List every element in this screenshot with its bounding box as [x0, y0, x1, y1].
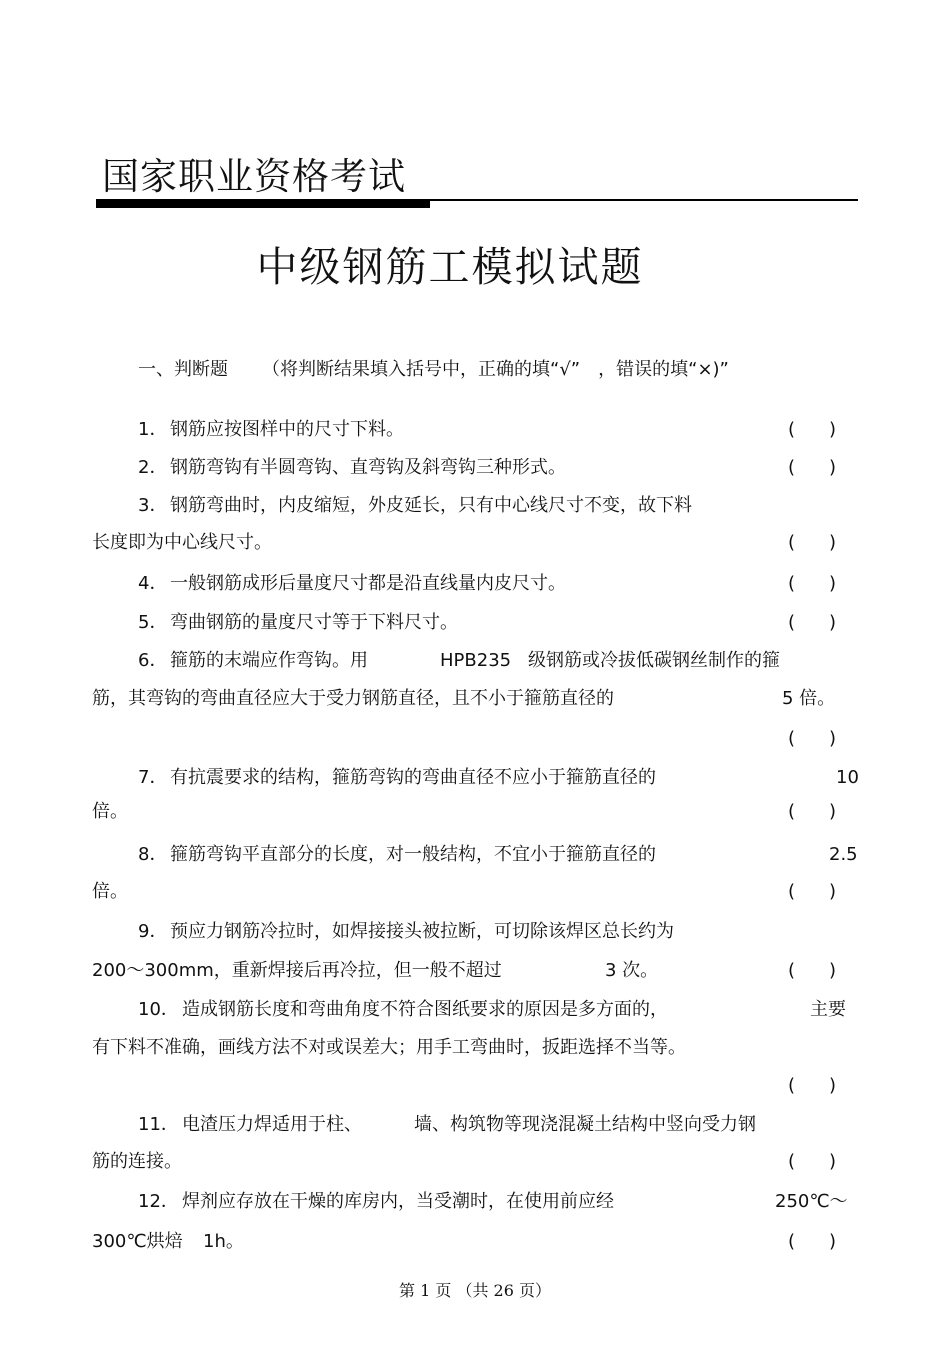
- question-text: 墙、构筑物等现浇混凝土结构中竖向受力钢: [414, 1114, 756, 1135]
- question-number: 7．: [138, 767, 168, 788]
- question-text-cont: 有下料不准确，画线方法不对或误差大；用手工弯曲时，扳距选择不当等。: [92, 1037, 686, 1058]
- section-heading: 一、判断题: [138, 359, 228, 380]
- question-text: 主要: [810, 999, 846, 1020]
- answer-bracket: ( ): [788, 801, 837, 822]
- answer-bracket: ( ): [788, 1231, 837, 1252]
- question-text-cont: 倍。: [92, 801, 128, 822]
- footer-label: 页 （共: [435, 1281, 489, 1300]
- question-text-cont: 筋，其弯钩的弯曲直径应大于受力钢筋直径，且不小于箍筋直径的: [92, 688, 614, 709]
- question-text: 级钢筋或冷拔低碳钢丝制作的箍: [528, 650, 780, 671]
- question-text: 焊剂应存放在干燥的库房内，当受潮时，在使用前应经: [182, 1191, 614, 1212]
- question-number: 2．: [138, 457, 168, 478]
- page-number: 1: [420, 1281, 431, 1300]
- question-text: 一般钢筋成形后量度尺寸都是沿直线量内皮尺寸。: [170, 573, 566, 594]
- page-footer: [0, 1278, 950, 1301]
- question-text-value: 250℃～: [775, 1191, 848, 1212]
- answer-bracket: ( ): [788, 1151, 837, 1172]
- question-text-value: 10: [836, 767, 859, 788]
- answer-bracket: ( ): [788, 881, 837, 902]
- question-number: 3．: [138, 495, 168, 516]
- section-instruction: （将判断结果填入括号中，正确的填“√” ，错误的填“×)”: [262, 359, 729, 380]
- question-number: 6．: [138, 650, 168, 671]
- answer-bracket: ( ): [788, 728, 837, 749]
- answer-bracket: ( ): [788, 960, 837, 981]
- question-text: 钢筋弯钩有半圆弯钩、直弯钩及斜弯钩三种形式。: [170, 457, 566, 478]
- question-text-value: 2.5: [829, 844, 858, 865]
- question-text: 弯曲钢筋的量度尺寸等于下料尺寸。: [170, 612, 458, 633]
- question-number: 4．: [138, 573, 168, 594]
- question-text-value: 1h。: [203, 1231, 244, 1252]
- answer-bracket: ( ): [788, 1075, 837, 1096]
- question-text: 箍筋弯钩平直部分的长度，对一般结构，不宜小于箍筋直径的: [170, 844, 656, 865]
- total-pages: 26: [493, 1281, 514, 1300]
- question-text: 钢筋应按图样中的尺寸下料。: [170, 419, 404, 440]
- footer-label: 第: [398, 1281, 415, 1300]
- question-text: 电渣压力焊适用于柱、: [182, 1114, 362, 1135]
- question-text: 造成钢筋长度和弯曲角度不符合图纸要求的原因是多方面的，: [182, 999, 668, 1020]
- question-number: 11．: [138, 1114, 179, 1135]
- answer-bracket: ( ): [788, 612, 837, 633]
- question-number: 1．: [138, 419, 168, 440]
- question-text-value: 3 次。: [605, 960, 659, 981]
- question-text-cont: 200～300mm，重新焊接后再冷拉，但一般不超过: [92, 960, 502, 981]
- header-rule-thin: [430, 199, 858, 201]
- question-text: 有抗震要求的结构，箍筋弯钩的弯曲直径不应小于箍筋直径的: [170, 767, 656, 788]
- answer-bracket: ( ): [788, 532, 837, 553]
- question-text: 钢筋弯曲时，内皮缩短，外皮延长，只有中心线尺寸不变，故下料: [170, 495, 692, 516]
- question-number: 8．: [138, 844, 168, 865]
- question-text-cont: 长度即为中心线尺寸。: [92, 532, 272, 553]
- answer-bracket: ( ): [788, 573, 837, 594]
- answer-bracket: ( ): [788, 457, 837, 478]
- question-text: 预应力钢筋冷拉时，如焊接接头被拉断，可切除该焊区总长约为: [170, 921, 674, 942]
- question-number: 9．: [138, 921, 168, 942]
- question-number: 5．: [138, 612, 168, 633]
- question-text-term: HPB235: [440, 650, 512, 671]
- exam-header-title: 国家职业资格考试: [102, 155, 406, 198]
- question-number: 12．: [138, 1191, 179, 1212]
- header-rule-thick: [96, 199, 430, 208]
- answer-bracket: ( ): [788, 419, 837, 440]
- question-text-cont: 倍。: [92, 881, 128, 902]
- question-text-cont: 300℃烘焙: [92, 1231, 183, 1252]
- footer-label: 页）: [519, 1281, 552, 1300]
- question-text-value: 5 倍。: [782, 688, 836, 709]
- document-title: 中级钢筋工模拟试题: [256, 243, 644, 291]
- question-text-cont: 筋的连接。: [92, 1151, 182, 1172]
- question-number: 10．: [138, 999, 179, 1020]
- question-text: 箍筋的末端应作弯钩。用: [170, 650, 368, 671]
